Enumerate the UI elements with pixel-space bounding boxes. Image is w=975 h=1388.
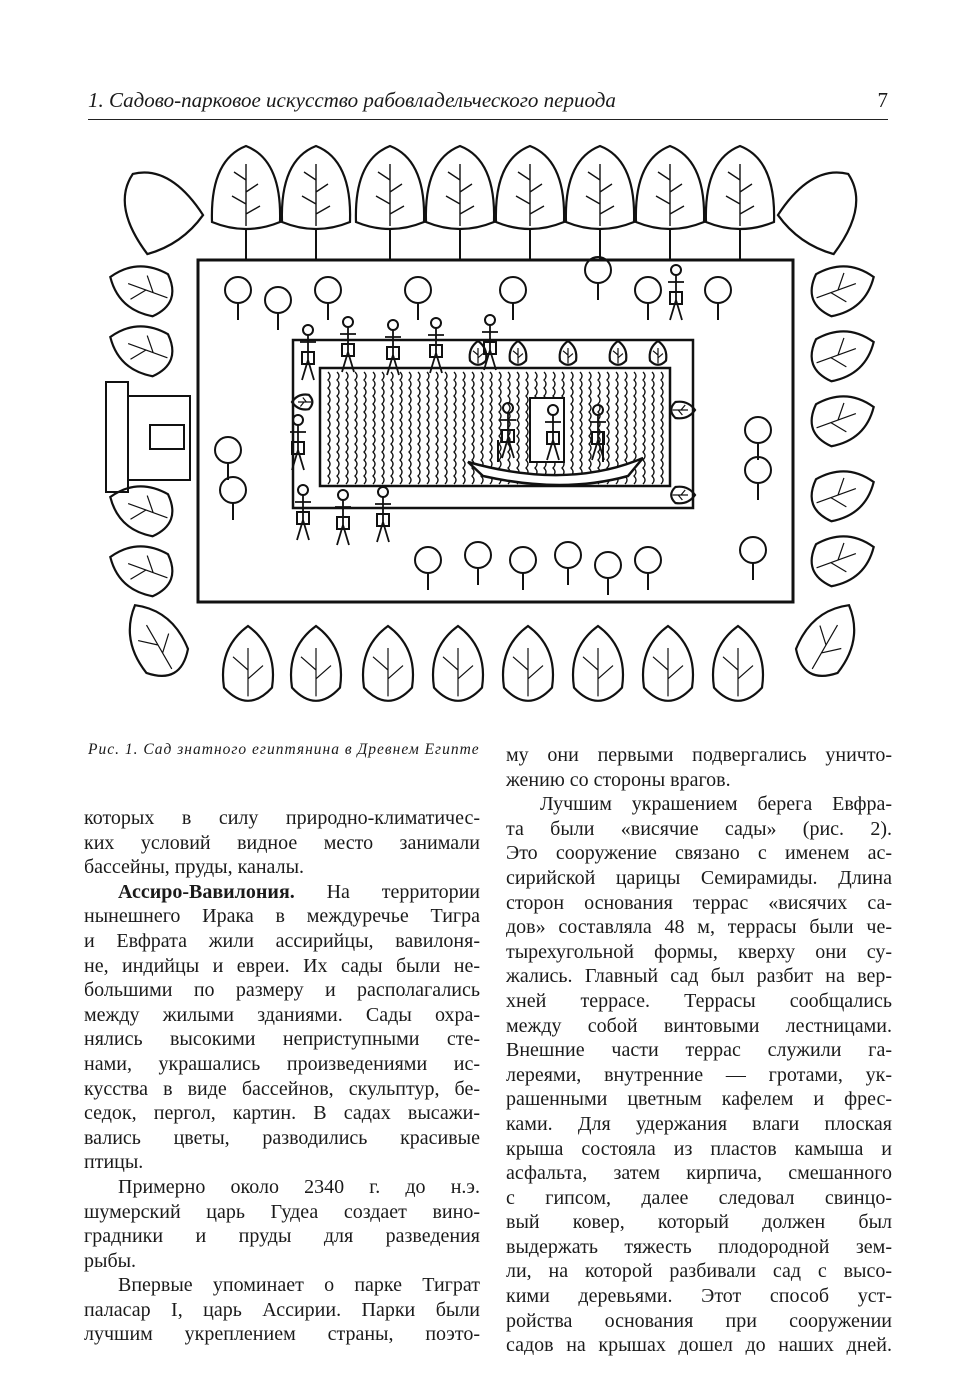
bottom-leaf-row <box>113 593 870 701</box>
tall-tree <box>566 146 634 260</box>
page-number: 7 <box>877 88 888 112</box>
person-figure <box>428 318 444 373</box>
water-wave <box>427 372 429 484</box>
head <box>671 265 681 275</box>
leaf-plant <box>805 460 882 526</box>
round-tree <box>585 257 611 300</box>
text-line: хней террасе. Террасы сообщались <box>506 989 892 1012</box>
text-line: садов на крышах дошел до наших дней. <box>506 1334 892 1357</box>
tall-tree <box>496 146 564 260</box>
leaf-plant <box>102 255 179 321</box>
human-figures <box>290 265 684 545</box>
tree-crown <box>595 552 621 578</box>
head <box>485 315 495 325</box>
leaf-plant <box>805 320 882 386</box>
water-wave <box>382 372 384 484</box>
text-line: и Евфрата жили ассирийцы, вавилоня- <box>84 929 480 952</box>
leaf-veins <box>301 648 331 696</box>
garden-illustration <box>98 140 883 720</box>
paragraph-continuation-right <box>506 743 892 792</box>
text-line: ройства основания при сооружении <box>506 1309 892 1332</box>
leaf-veins <box>513 648 543 696</box>
text-line: паласар I, царь Ассирии. Парки были <box>84 1298 480 1321</box>
leaf-veins <box>123 270 172 311</box>
leaf-plant <box>643 626 693 701</box>
text-line: бассейны, пруды, каналы. <box>84 856 305 879</box>
leaf-veins <box>812 540 861 581</box>
text-line: которых в силу природно-климатичес- <box>84 807 480 829</box>
leaf-plant <box>102 475 179 541</box>
text-line: кими деревьями. Этот способ уст- <box>506 1285 892 1308</box>
tree-branches <box>516 164 544 226</box>
tree-crown <box>415 547 441 573</box>
round-tree <box>465 542 491 585</box>
inner-terrace <box>293 340 693 508</box>
head <box>298 485 308 495</box>
tree-branches <box>446 164 474 226</box>
leaf-veins <box>613 348 623 363</box>
text-line: та были «висячие сады» (рис. 2). <box>506 817 892 840</box>
text-line: вались цветы, разводились красивые <box>84 1126 480 1149</box>
water-wave <box>436 372 438 484</box>
leaf-plant <box>102 315 179 381</box>
leaf-plant <box>671 402 695 419</box>
leaf-plant <box>610 341 627 365</box>
person-figure <box>300 325 316 380</box>
leaf-veins <box>583 648 613 696</box>
text-line: рашенными цветным кафелем и фрес- <box>506 1088 892 1111</box>
left-leaf-row <box>102 255 179 601</box>
water-wave <box>409 372 411 484</box>
round-tree <box>740 537 766 580</box>
person-figure <box>375 487 391 542</box>
header-rule <box>88 119 888 120</box>
water-wave <box>580 372 582 484</box>
text-line: ких условий видное место занимали <box>84 831 480 854</box>
leaf-veins <box>812 400 861 441</box>
leaf-plant <box>650 341 667 365</box>
person-figure <box>668 265 684 320</box>
head <box>593 405 603 415</box>
leaf-plant <box>713 626 763 701</box>
tall-tree <box>636 146 704 260</box>
tall-tree <box>282 146 350 260</box>
head <box>293 415 303 425</box>
running-head <box>88 88 888 113</box>
tree-crown <box>265 287 291 313</box>
leaf-veins <box>298 398 311 407</box>
leaf-plant <box>113 593 195 686</box>
text-line: Лучшим украшением берега Евфра- <box>540 793 892 816</box>
head <box>388 320 398 330</box>
tall-tree <box>426 146 494 260</box>
text-line: тырехугольной формы, кверху они су- <box>506 940 892 963</box>
text-line: не, индийцы и евреи. Их сады были не- <box>84 954 480 977</box>
water-wave <box>328 372 330 484</box>
leaf-plant <box>291 626 341 701</box>
text-line: градники и пруды для разведения <box>84 1225 480 1248</box>
water-wave <box>337 372 339 484</box>
text-line: большими по размеру и располагались <box>84 979 480 1002</box>
water-wave <box>643 372 645 484</box>
round-tree <box>265 287 291 330</box>
water-wave <box>346 372 348 484</box>
leaf-veins <box>123 490 172 531</box>
tree-crown <box>635 277 661 303</box>
text-line: лереями, внутренние — гротами, ук- <box>506 1063 892 1086</box>
paragraph-assyria <box>84 880 480 1175</box>
water-wave <box>499 372 501 484</box>
round-tree <box>635 277 661 320</box>
text-line: сторон основания террас «висячих са- <box>506 891 892 914</box>
leaf-plant <box>102 535 179 601</box>
text-line: ками. Для удержания влаги плоская <box>506 1112 892 1135</box>
text-line: нынешнего Ирака в междуречье Тигра <box>84 905 480 928</box>
head <box>378 487 388 497</box>
text-line: Впервые упоминает о парке Тиграт <box>118 1274 480 1297</box>
text-line: жению со стороны врагов. <box>506 768 731 791</box>
round-tree <box>635 547 661 590</box>
round-tree <box>745 457 771 500</box>
leaf-veins <box>673 405 688 415</box>
tree-branches <box>232 164 260 226</box>
tall-tree <box>356 146 424 260</box>
right-leaf-row <box>805 255 882 591</box>
text-line: жались. Главный сад был разбит на вер- <box>506 965 892 988</box>
right-column <box>506 743 892 1358</box>
tree-crown <box>635 547 661 573</box>
leaf-plant <box>363 626 413 701</box>
figure-caption: Рис. 1. Сад знатного египтянина в Древнем Египте <box>88 741 480 758</box>
water-wave <box>445 372 447 484</box>
leaf-veins <box>473 348 483 363</box>
tree-branches <box>726 164 754 226</box>
leaf-plant <box>223 626 273 701</box>
outer-wall <box>198 260 793 602</box>
leaf-plant <box>805 525 882 591</box>
tree-crown <box>510 547 536 573</box>
leaf-plant <box>788 593 870 686</box>
water-wave <box>400 372 402 484</box>
text-line: Внешние части террас служили га- <box>506 1039 892 1062</box>
leaf-veins <box>723 648 753 696</box>
left-column <box>84 806 480 1347</box>
round-tree <box>405 277 431 320</box>
paragraph-continuation <box>84 806 480 880</box>
round-tree <box>215 437 241 480</box>
text-line: нами, украшались произведениями ис- <box>84 1052 480 1075</box>
leaf-plant <box>503 626 553 701</box>
water-wave <box>526 372 528 484</box>
text-line: шумерский царь Гудеа создает вино- <box>84 1200 480 1223</box>
tree-crown <box>215 437 241 463</box>
leaf-plant <box>433 626 483 701</box>
water-wave <box>418 372 420 484</box>
text-line: рыбы. <box>84 1249 137 1272</box>
leaf-veins <box>673 490 688 500</box>
head <box>343 317 353 327</box>
round-tree <box>555 542 581 585</box>
text-line: кусства в виде бассейнов, скульптур, бе- <box>84 1077 480 1100</box>
round-tree <box>415 547 441 590</box>
text-line: му они первыми подвергались уничто- <box>506 744 892 766</box>
section-heading: Ассиро-Вавилония. <box>118 880 295 903</box>
round-tree <box>595 552 621 595</box>
leaf-veins <box>513 348 523 363</box>
running-title: 1. Садово-парковое искусство рабовладельческого периода <box>88 88 616 112</box>
tree-crown <box>220 477 246 503</box>
top-tree-row <box>105 146 876 260</box>
paragraph-gudea <box>84 1175 480 1273</box>
leaf-veins <box>812 475 861 516</box>
person-figure <box>340 317 356 372</box>
text-line: птицы. <box>84 1151 144 1174</box>
text-line: лучшим укреплением страны, поэто- <box>84 1323 480 1346</box>
paragraph-tiglath <box>84 1273 480 1347</box>
water-wave <box>454 372 456 484</box>
leaf-veins <box>233 648 263 696</box>
head <box>431 318 441 328</box>
corner-tree <box>774 154 876 259</box>
tree-crown <box>555 542 581 568</box>
tree-crown <box>745 417 771 443</box>
tree-crown <box>705 277 731 303</box>
text-line: вый ковер, который должен был <box>506 1211 892 1234</box>
round-tree <box>220 477 246 520</box>
round-tree <box>315 277 341 320</box>
text-line: между собой винтовыми лестницами. <box>506 1014 892 1037</box>
text-line: нялись высокими неприступными сте- <box>84 1028 480 1051</box>
tall-tree <box>212 146 280 260</box>
text-line: выдержать тяжесть плодородной зем- <box>506 1235 892 1258</box>
water-wave <box>517 372 519 484</box>
tree-crown <box>315 277 341 303</box>
water-wave <box>463 372 465 484</box>
water-wave <box>373 372 375 484</box>
text-line: Примерно около 2340 г. до н.э. <box>118 1175 480 1198</box>
leaf-plant <box>805 385 882 451</box>
leaf-plant <box>671 487 695 504</box>
tree-crown <box>405 277 431 303</box>
water-wave <box>607 372 609 484</box>
text-line: между жилыми зданиями. Сады охра- <box>84 1003 480 1026</box>
leaf-plant <box>560 341 577 365</box>
leaf-veins <box>563 348 573 363</box>
tree-crown <box>500 277 526 303</box>
water-wave <box>571 372 573 484</box>
tree-crown <box>465 542 491 568</box>
person-figure <box>335 490 351 545</box>
head <box>303 325 313 335</box>
round-tree <box>510 547 536 590</box>
leaf-veins <box>443 648 473 696</box>
leaf-veins <box>123 330 172 371</box>
round-tree <box>225 277 251 320</box>
text-line: сирийской царицы Семирамиды. Длина <box>506 866 892 889</box>
leaf-veins <box>812 335 861 376</box>
gate-building <box>106 382 190 492</box>
leaf-plant <box>292 395 312 410</box>
text-line: Это сооружение связано с именем ас- <box>506 842 892 865</box>
tree-crown <box>745 457 771 483</box>
tree-branches <box>656 164 684 226</box>
text-fragment: На территории <box>294 880 480 903</box>
round-tree <box>745 417 771 460</box>
leaf-plant <box>510 341 527 365</box>
text-line: крыша состояла из пластов камыша и <box>506 1137 892 1160</box>
leaf-veins <box>653 648 683 696</box>
leaf-veins <box>123 550 172 591</box>
leaf-veins <box>812 270 861 311</box>
leaf-plant <box>573 626 623 701</box>
text-line: дов» составляла 48 м, террасы были че- <box>506 916 892 939</box>
leaf-veins <box>653 348 663 363</box>
text-line <box>84 880 480 905</box>
text-line: с гипсом, далее следовал свинцо- <box>506 1186 892 1209</box>
corner-tree <box>105 154 207 259</box>
text-line: асфальта, затем кирпича, смешанного <box>506 1162 892 1185</box>
tree-crown <box>225 277 251 303</box>
water-wave <box>661 372 663 484</box>
round-tree <box>500 277 526 320</box>
water-wave <box>652 372 654 484</box>
water-wave <box>589 372 591 484</box>
water-wave <box>355 372 357 484</box>
leaf-veins <box>373 648 403 696</box>
leaf-plant <box>805 255 882 321</box>
tree-branches <box>586 164 614 226</box>
tree-crown <box>740 537 766 563</box>
person-figure <box>295 485 311 540</box>
tree-branches <box>302 164 330 226</box>
round-tree <box>705 277 731 320</box>
water-wave <box>364 372 366 484</box>
tree-branches <box>376 164 404 226</box>
tall-tree <box>706 146 774 260</box>
head <box>338 490 348 500</box>
paragraph-hanging-gardens <box>506 792 892 1358</box>
text-line: седок, пергол, картин. В садах высажи- <box>84 1102 480 1125</box>
water-wave <box>391 372 393 484</box>
text-line: ли, на которой разбивали сад с высо- <box>506 1260 892 1283</box>
